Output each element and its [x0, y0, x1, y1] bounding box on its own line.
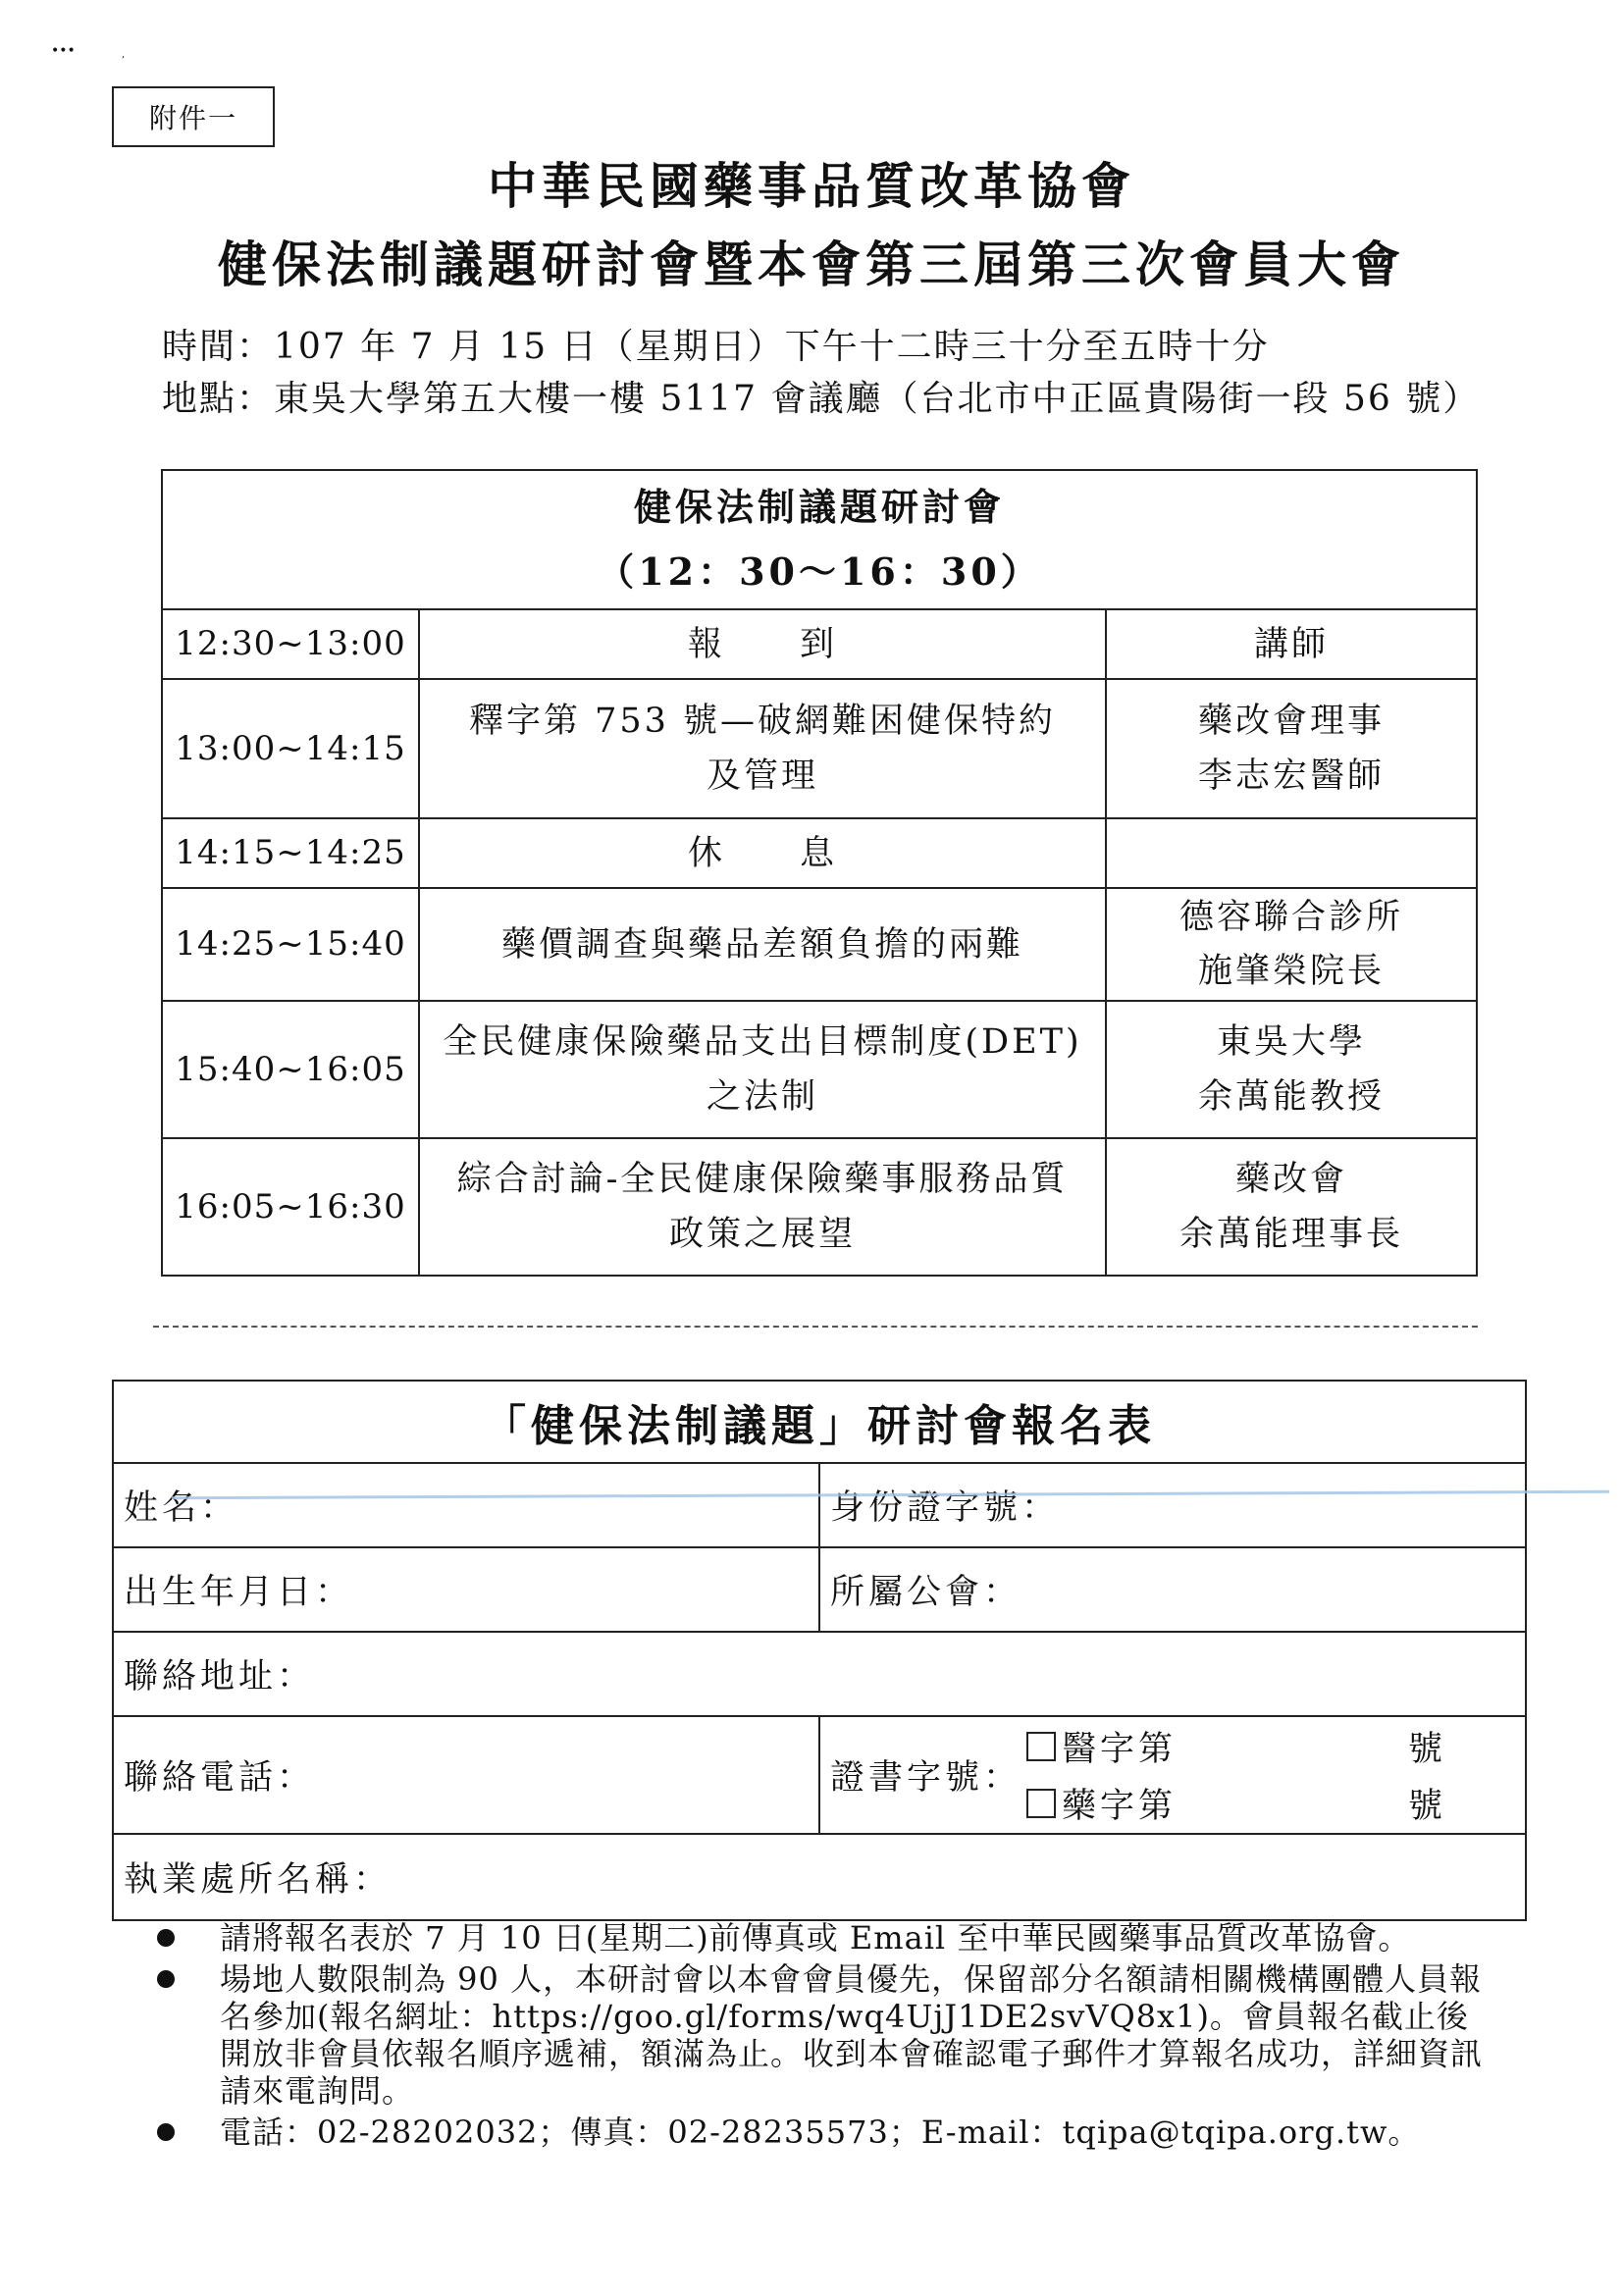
agenda-row — [162, 818, 1477, 888]
union-label: 所屬公會： — [830, 1573, 1022, 1612]
agenda-topic: 報 到 — [419, 609, 1106, 679]
agenda-speaker: 藥改會 余萬能理事長 — [1106, 1138, 1477, 1276]
agenda-topic: 休 息 — [419, 818, 1106, 888]
cert-prefix: 藥字第 — [1062, 1787, 1178, 1826]
checkbox-icon[interactable] — [1026, 1789, 1056, 1818]
agenda-time: 14:15~14:25 — [162, 818, 419, 888]
agenda-speaker: 德容聯合診所 施肇榮院長 — [1106, 888, 1477, 1001]
agenda-row — [162, 1138, 1477, 1276]
cert-option-pharmacy[interactable] — [1026, 1775, 1515, 1832]
note-item — [157, 1960, 1492, 2110]
workplace-field[interactable] — [113, 1834, 1526, 1920]
bullet-icon — [157, 1929, 175, 1947]
scan-mark: , — [122, 49, 126, 60]
agenda-time: 16:05~16:30 — [162, 1138, 419, 1276]
certificate-label: 證書字號： — [830, 1758, 1022, 1798]
cert-suffix: 號 — [1407, 1730, 1446, 1769]
agenda-topic: 釋字第 753 號—破網難困健保特約及管理 — [419, 679, 1106, 818]
workplace-label: 執業處所名稱： — [124, 1860, 393, 1900]
checkbox-icon[interactable] — [1026, 1732, 1056, 1761]
note-text: 場地人數限制為 90 人，本研討會以本會會員優先，保留部分名額請相關機構團體人員報名參加(報名網址：https://goo.gl/forms/wq4UjJ1DE2svVQ8x1)。會員報名截止後開放非會員依報名順序遞補，額滿為止。收到本會確認電子郵件才算報名成功，詳細資訊請來電詢問。 — [220, 1960, 1484, 2110]
note-item — [157, 2113, 1492, 2151]
birthdate-label: 出生年月日： — [124, 1573, 354, 1612]
agenda-time: 14:25~15:40 — [162, 888, 419, 1001]
agenda-row — [162, 1001, 1477, 1138]
agenda-row — [162, 679, 1477, 818]
agenda-header — [162, 470, 1477, 609]
note-item — [157, 1919, 1492, 1957]
agenda-time-range: （12：30～16：30） — [597, 549, 1042, 594]
cut-line — [153, 1326, 1478, 1328]
name-label: 姓名： — [124, 1488, 239, 1528]
phone-label: 聯絡電話： — [124, 1758, 316, 1798]
attachment-label: 附件一 — [112, 86, 275, 147]
agenda-table — [161, 469, 1478, 1277]
bullet-icon — [157, 2123, 175, 2141]
phone-field[interactable] — [113, 1716, 819, 1834]
id-number-label: 身份證字號： — [830, 1488, 1061, 1528]
note-text: 請將報名表於 7 月 10 日(星期二)前傳真或 Email 至中華民國藥事品質改革協會。 — [220, 1919, 1411, 1957]
agenda-title: 健保法制議題研討會 — [633, 484, 1005, 529]
cert-prefix: 醫字第 — [1062, 1730, 1178, 1769]
cert-option-medical[interactable] — [1026, 1718, 1515, 1775]
address-label: 聯絡地址： — [124, 1657, 316, 1696]
note-text: 電話：02-28202032；傳真：02-28235573；E-mail：tqipa@tqipa.org.tw。 — [220, 2113, 1421, 2151]
address-field[interactable] — [113, 1632, 1526, 1716]
union-field[interactable] — [819, 1547, 1526, 1632]
agenda-topic: 綜合討論-全民健康保險藥事服務品質政策之展望 — [419, 1138, 1106, 1276]
agenda-topic: 藥價調查與藥品差額負擔的兩難 — [419, 888, 1106, 1001]
agenda-row — [162, 888, 1477, 1001]
agenda-row — [162, 609, 1477, 679]
org-title: 中華民國藥事品質改革協會 — [488, 157, 1135, 215]
agenda-time: 12:30~13:00 — [162, 609, 419, 679]
agenda-speaker — [1106, 818, 1477, 888]
bullet-icon — [157, 1970, 175, 1988]
agenda-topic: 全民健康保險藥品支出目標制度(DET)之法制 — [419, 1001, 1106, 1138]
certificate-field — [819, 1716, 1526, 1834]
agenda-speaker: 東吳大學 余萬能教授 — [1106, 1001, 1477, 1138]
birthdate-field[interactable] — [113, 1547, 819, 1632]
registration-form — [112, 1380, 1527, 1921]
agenda-speaker: 藥改會理事 李志宏醫師 — [1106, 679, 1477, 818]
agenda-speaker: 講師 — [1106, 609, 1477, 679]
id-number-field[interactable] — [819, 1463, 1526, 1547]
event-location: 地點：東吳大學第五大樓一樓 5117 會議廳（台北市中正區貴陽街一段 56 號） — [162, 379, 1481, 419]
cert-suffix: 號 — [1407, 1787, 1446, 1826]
name-field[interactable] — [113, 1463, 819, 1547]
notes-list — [157, 1919, 1492, 2155]
form-title: 「健保法制議題」研討會報名表 — [113, 1381, 1526, 1463]
agenda-time: 15:40~16:05 — [162, 1001, 419, 1138]
agenda-time: 13:00~14:15 — [162, 679, 419, 818]
event-time: 時間：107 年 7 月 15 日（星期日）下午十二時三十分至五時十分 — [162, 327, 1270, 367]
event-title: 健保法制議題研討會暨本會第三屆第三次會員大會 — [218, 235, 1405, 293]
scan-mark: ••• — [51, 43, 76, 59]
